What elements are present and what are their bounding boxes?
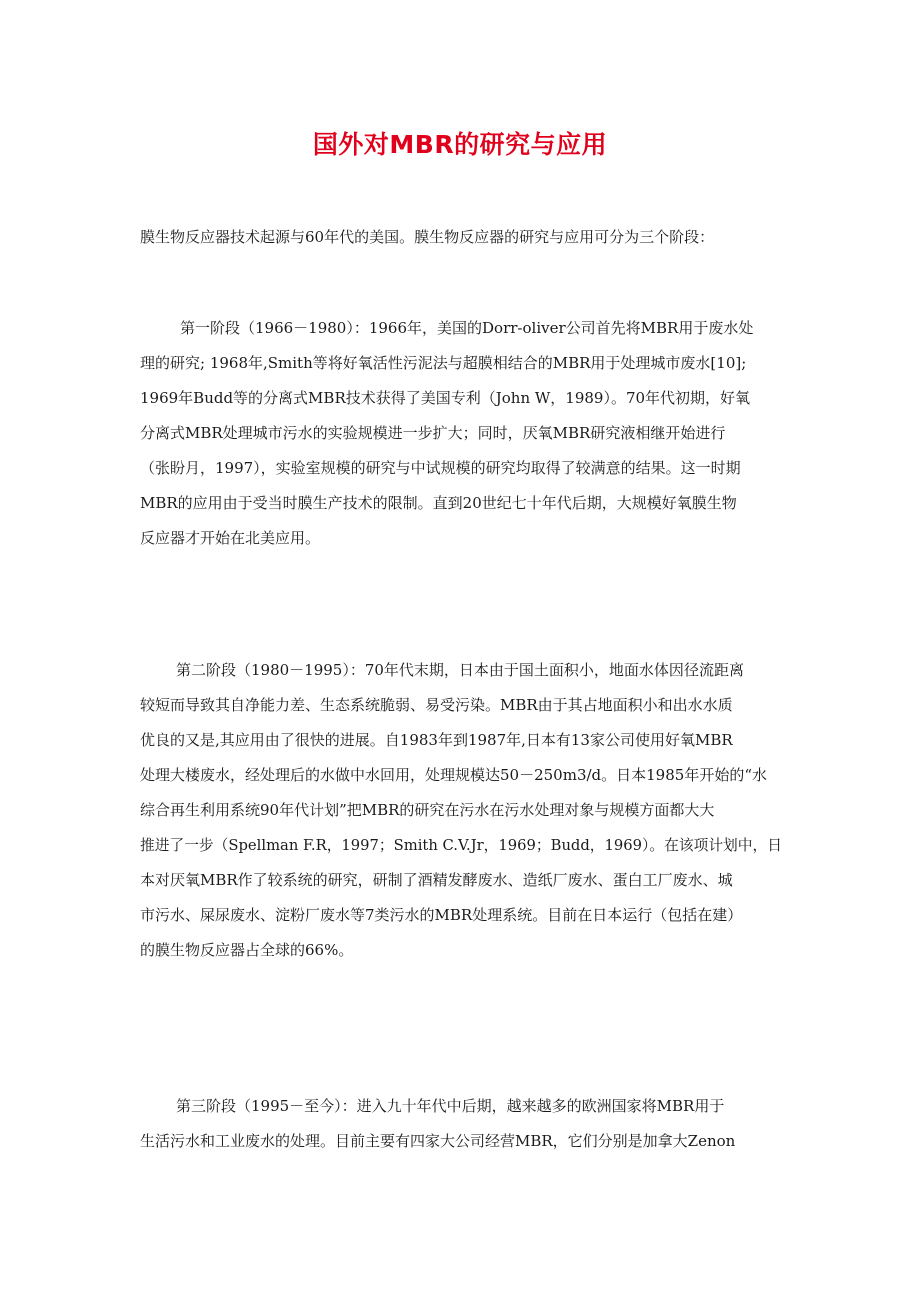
stage2-line-8: 市污水、屎尿废水、淀粉厂废水等7类污水的MBR处理系统。目前在日本运行（包括在建） [140,906,743,924]
stage1-line-7: 反应器才开始在北美应用。 [140,529,321,547]
stage1-line-1: 第一阶段（1966－1980）：1966年，美国的Dorr-oliver公司首先将MBR用于废水处 [180,319,754,337]
stage1-line-5: （张盼月，1997），实验室规模的研究与中试规模的研究均取得了较满意的结果。这一时期 [140,459,741,477]
stage1-line-3: 1969年Budd等的分离式MBR技术获得了美国专利（John W，1989）。70年代初期，好氧 [140,389,751,407]
stage2-line-4: 处理大楼废水，经处理后的水做中水回用，处理规模达50－250m3/d。日本1985年开始的“水 [140,766,767,784]
stage2-line-5: 综合再生利用系统90年代计划”把MBR的研究在污水在污水处理对象与规模方面都大大 [140,801,715,819]
stage2-line-2: 较短而导致其自净能力差、生态系统脆弱、易受污染。MBR由于其占地面积小和出水水质 [140,696,733,714]
stage2-line-1: 第二阶段（1980－1995）：70年代末期，日本由于国土面积小，地面水体因径流距离 [176,661,744,679]
intro-paragraph [140,220,782,255]
stage1-line-6: MBR的应用由于受当时膜生产技术的限制。直到20世纪七十年代后期，大规模好氧膜生物 [140,494,737,512]
stage2-line-7: 本对厌氧MBR作了较系统的研究，研制了酒精发酵废水、造纸厂废水、蛋白工厂废水、城 [140,871,733,889]
stage2-paragraph [140,653,782,968]
stage2-line-9: 的膜生物反应器占全球的66%。 [140,941,354,959]
stage2-line-3: 优良的又是,其应用由了很快的进展。自1983年到1987年,日本有13家公司使用好氧MBR [140,731,733,749]
stage3-line-2: 生活污水和工业废水的处理。目前主要有四家大公司经营MBR，它们分别是加拿大Zenon [140,1132,736,1150]
stage1-line-4: 分离式MBR处理城市污水的实验规模进一步扩大；同时，厌氧MBR研究液相继开始进行 [140,424,726,442]
stage1-paragraph [140,311,782,556]
stage3-line-1: 第三阶段（1995－至今）：进入九十年代中后期，越来越多的欧洲国家将MBR用于 [176,1097,725,1115]
stage2-line-6: 推进了一步（Spellman F.R，1997；Smith C.V.Jr，1969；Budd，1969）。在该项计划中，日 [140,836,782,854]
stage3-paragraph [140,1089,782,1159]
stage1-line-2: 理的研究; 1968年,Smith等将好氧活性污泥法与超膜相结合的MBR用于处理城市废水[10]; [140,354,747,372]
intro-line: 膜生物反应器技术起源与60年代的美国。膜生物反应器的研究与应用可分为三个阶段： [140,228,715,246]
document-title: 国外对MBR的研究与应用 [312,130,608,159]
